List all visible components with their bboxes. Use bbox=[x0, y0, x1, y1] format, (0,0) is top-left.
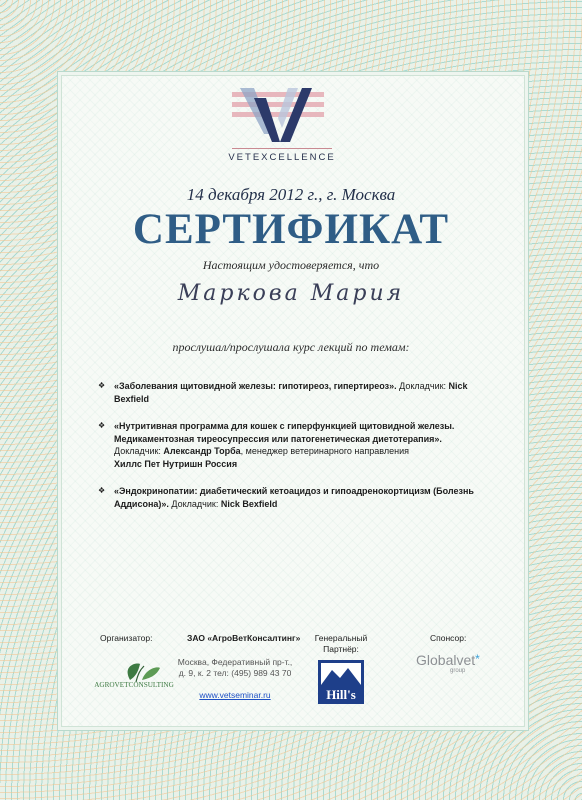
speaker-label: Докладчик: bbox=[399, 381, 447, 391]
topic-item bbox=[98, 380, 490, 405]
diamond-bullet-icon: ❖ bbox=[98, 421, 106, 430]
date-place: 14 декабря 2012 г., г. Москва bbox=[186, 185, 396, 204]
organizer-name: ЗАО «АгроВетКонсалтинг» bbox=[187, 633, 301, 643]
speaker-name: Nick Bexfield bbox=[114, 381, 468, 404]
topic-item bbox=[98, 420, 490, 470]
sponsor-logo-text bbox=[416, 652, 480, 668]
brand-underline bbox=[232, 148, 332, 149]
certify-text: Настоящим удостоверяется, что bbox=[202, 258, 380, 272]
speaker-company: Хиллс Пет Нутришн Россия bbox=[114, 458, 238, 469]
brand-name: VETEXCELLENCE bbox=[228, 152, 336, 163]
topic-item bbox=[98, 485, 490, 510]
topics-list bbox=[98, 380, 490, 525]
sponsor-label: Спонсор: bbox=[430, 633, 467, 643]
topic-title: «Эндокринопатии: диабетический кетоацидоз и гипоадренокортицизм (Болезнь Аддисона)». bbox=[114, 486, 474, 509]
course-text: прослушал/прослушала курс лекций по темам: bbox=[172, 340, 410, 354]
speaker-name: Александр Торба bbox=[163, 446, 241, 456]
partner-logo-text: Hill's bbox=[326, 687, 356, 702]
organizer-website-link[interactable]: www.vetseminar.ru bbox=[199, 690, 271, 700]
partner-label: Генеральный Партнёр: bbox=[314, 633, 368, 654]
sponsor-logo-name: Globalvet bbox=[416, 652, 476, 668]
sponsor-star-icon: * bbox=[475, 652, 480, 666]
speaker-label: Докладчик: bbox=[114, 446, 161, 456]
speaker-name: Nick Bexfield bbox=[220, 498, 278, 509]
speaker-label: Докладчик: bbox=[171, 498, 219, 509]
topic-title: «Нутритивная программа для кошек с гиперфункцией щитовидной железы. Медикаментозная тиреосупрессия или патогенетическая диетотерапия». bbox=[114, 421, 455, 444]
diamond-bullet-icon: ❖ bbox=[98, 381, 106, 390]
hills-logo bbox=[318, 660, 364, 704]
sponsor-logo-sub: group bbox=[450, 668, 466, 674]
certificate-title: СЕРТИФИКАТ bbox=[132, 206, 450, 253]
vetexcellence-logo bbox=[232, 88, 324, 144]
recipient-name-signature: Маркова Мария bbox=[177, 281, 405, 306]
organizer-address: Москва, Федеративный пр-т., д. 9, к. 2 тел: (495) 989 43 70 bbox=[177, 657, 293, 678]
speaker-role: , менеджер ветеринарного направления bbox=[240, 446, 409, 456]
organizer-logo-text: AGROVETCONSULTING bbox=[94, 681, 174, 689]
organizer-label: Организатор: bbox=[100, 633, 153, 643]
topic-title: «Заболевания щитовидной железы: гипотиреоз, гипертиреоз». bbox=[114, 381, 397, 391]
diamond-bullet-icon: ❖ bbox=[98, 486, 106, 495]
